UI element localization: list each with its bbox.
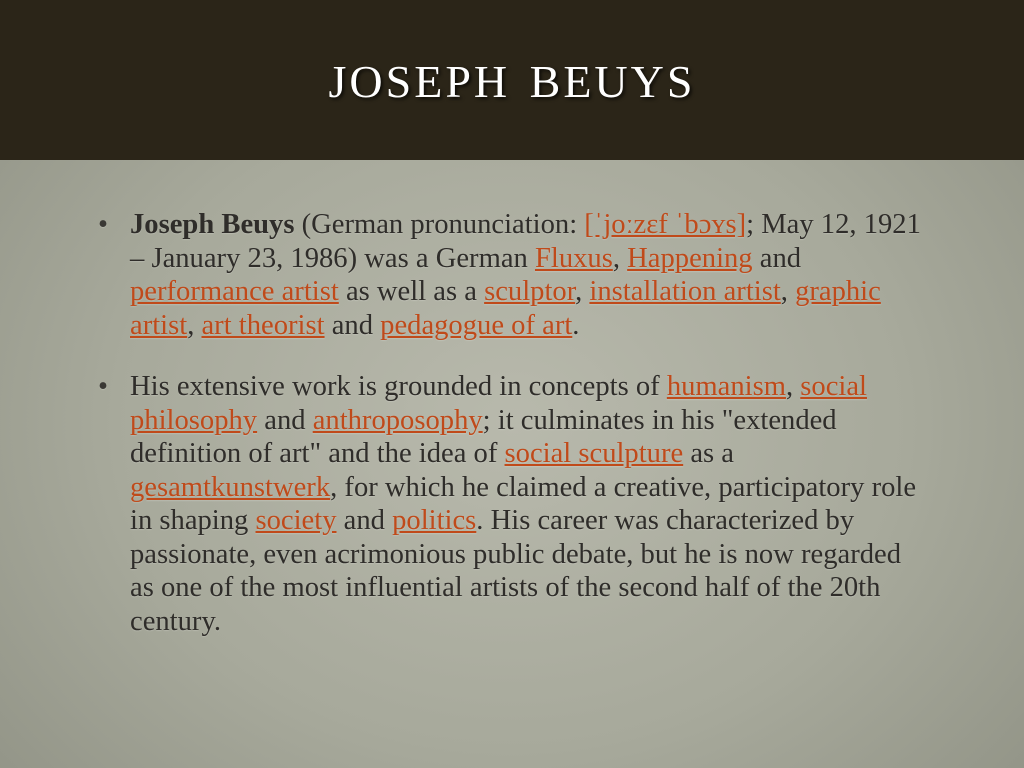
link-society[interactable]: society [255,505,337,536]
link-social-sculpture[interactable]: social sculpture [504,438,684,469]
text-segment: , for which he claimed a creative, participatory role in shaping [130,471,917,536]
link-pedagogue-of-art[interactable]: pedagogue of art [380,309,573,341]
text-segment: , [785,371,801,402]
link-art-theorist[interactable]: art theorist [201,309,325,341]
artist-name: Joseph Beuys [130,209,295,240]
link-performance-artist[interactable]: performance artist [130,276,339,307]
link-sculptor[interactable]: sculptor [484,276,576,307]
text-segment: , [780,276,796,307]
bullet-marker: • [98,371,109,402]
slide-title: joseph beuys [328,39,696,112]
bullet-item-2 [98,370,928,638]
text-segment: . [572,309,580,341]
text-segment: and [336,505,393,536]
bullet-list [98,208,928,638]
bullet-item-1 [98,208,928,342]
title-bar [0,0,1024,160]
text-segment: (German pronunciation: [294,209,585,240]
text-segment: , [612,242,628,274]
link-social-philosophy[interactable]: social philosophy [130,371,867,436]
text-segment: , [575,276,590,307]
slide-body [98,208,928,666]
link-installation-artist[interactable]: installation artist [589,276,781,307]
text-segment: and [257,404,313,436]
link-politics[interactable]: politics [392,505,477,536]
text-segment: and [324,309,381,341]
text-segment: ; May 12, 1921 – January 23, 1986) was a German [130,209,921,274]
link-graphic-artist[interactable]: graphic artist [130,276,881,341]
bullet-marker: • [98,209,109,240]
text-segment: , [187,309,202,341]
link-happening[interactable]: Happening [627,242,753,274]
link-anthroposophy[interactable]: anthroposophy [312,404,483,436]
link-gesamtkunstwerk[interactable]: gesamtkunstwerk [130,471,331,503]
link-fluxus[interactable]: Fluxus [534,242,613,274]
text-segment: as a [683,438,734,469]
link-pronunciation[interactable]: [ˈjoːzɛf ˈbɔʏs] [584,209,747,240]
text-segment: ; it culminates in his "extended definition of art" and the idea of [130,404,837,469]
text-segment: His extensive work is grounded in concepts of [130,371,667,402]
text-segment: and [752,242,802,274]
link-humanism[interactable]: humanism [666,371,786,402]
text-segment: as well as a [338,276,485,307]
text-segment: . His career was characterized by passionate, even acrimonious public debate, but he is now regarded as one of the most influential artists of the second half of the 20th century. [130,505,901,637]
